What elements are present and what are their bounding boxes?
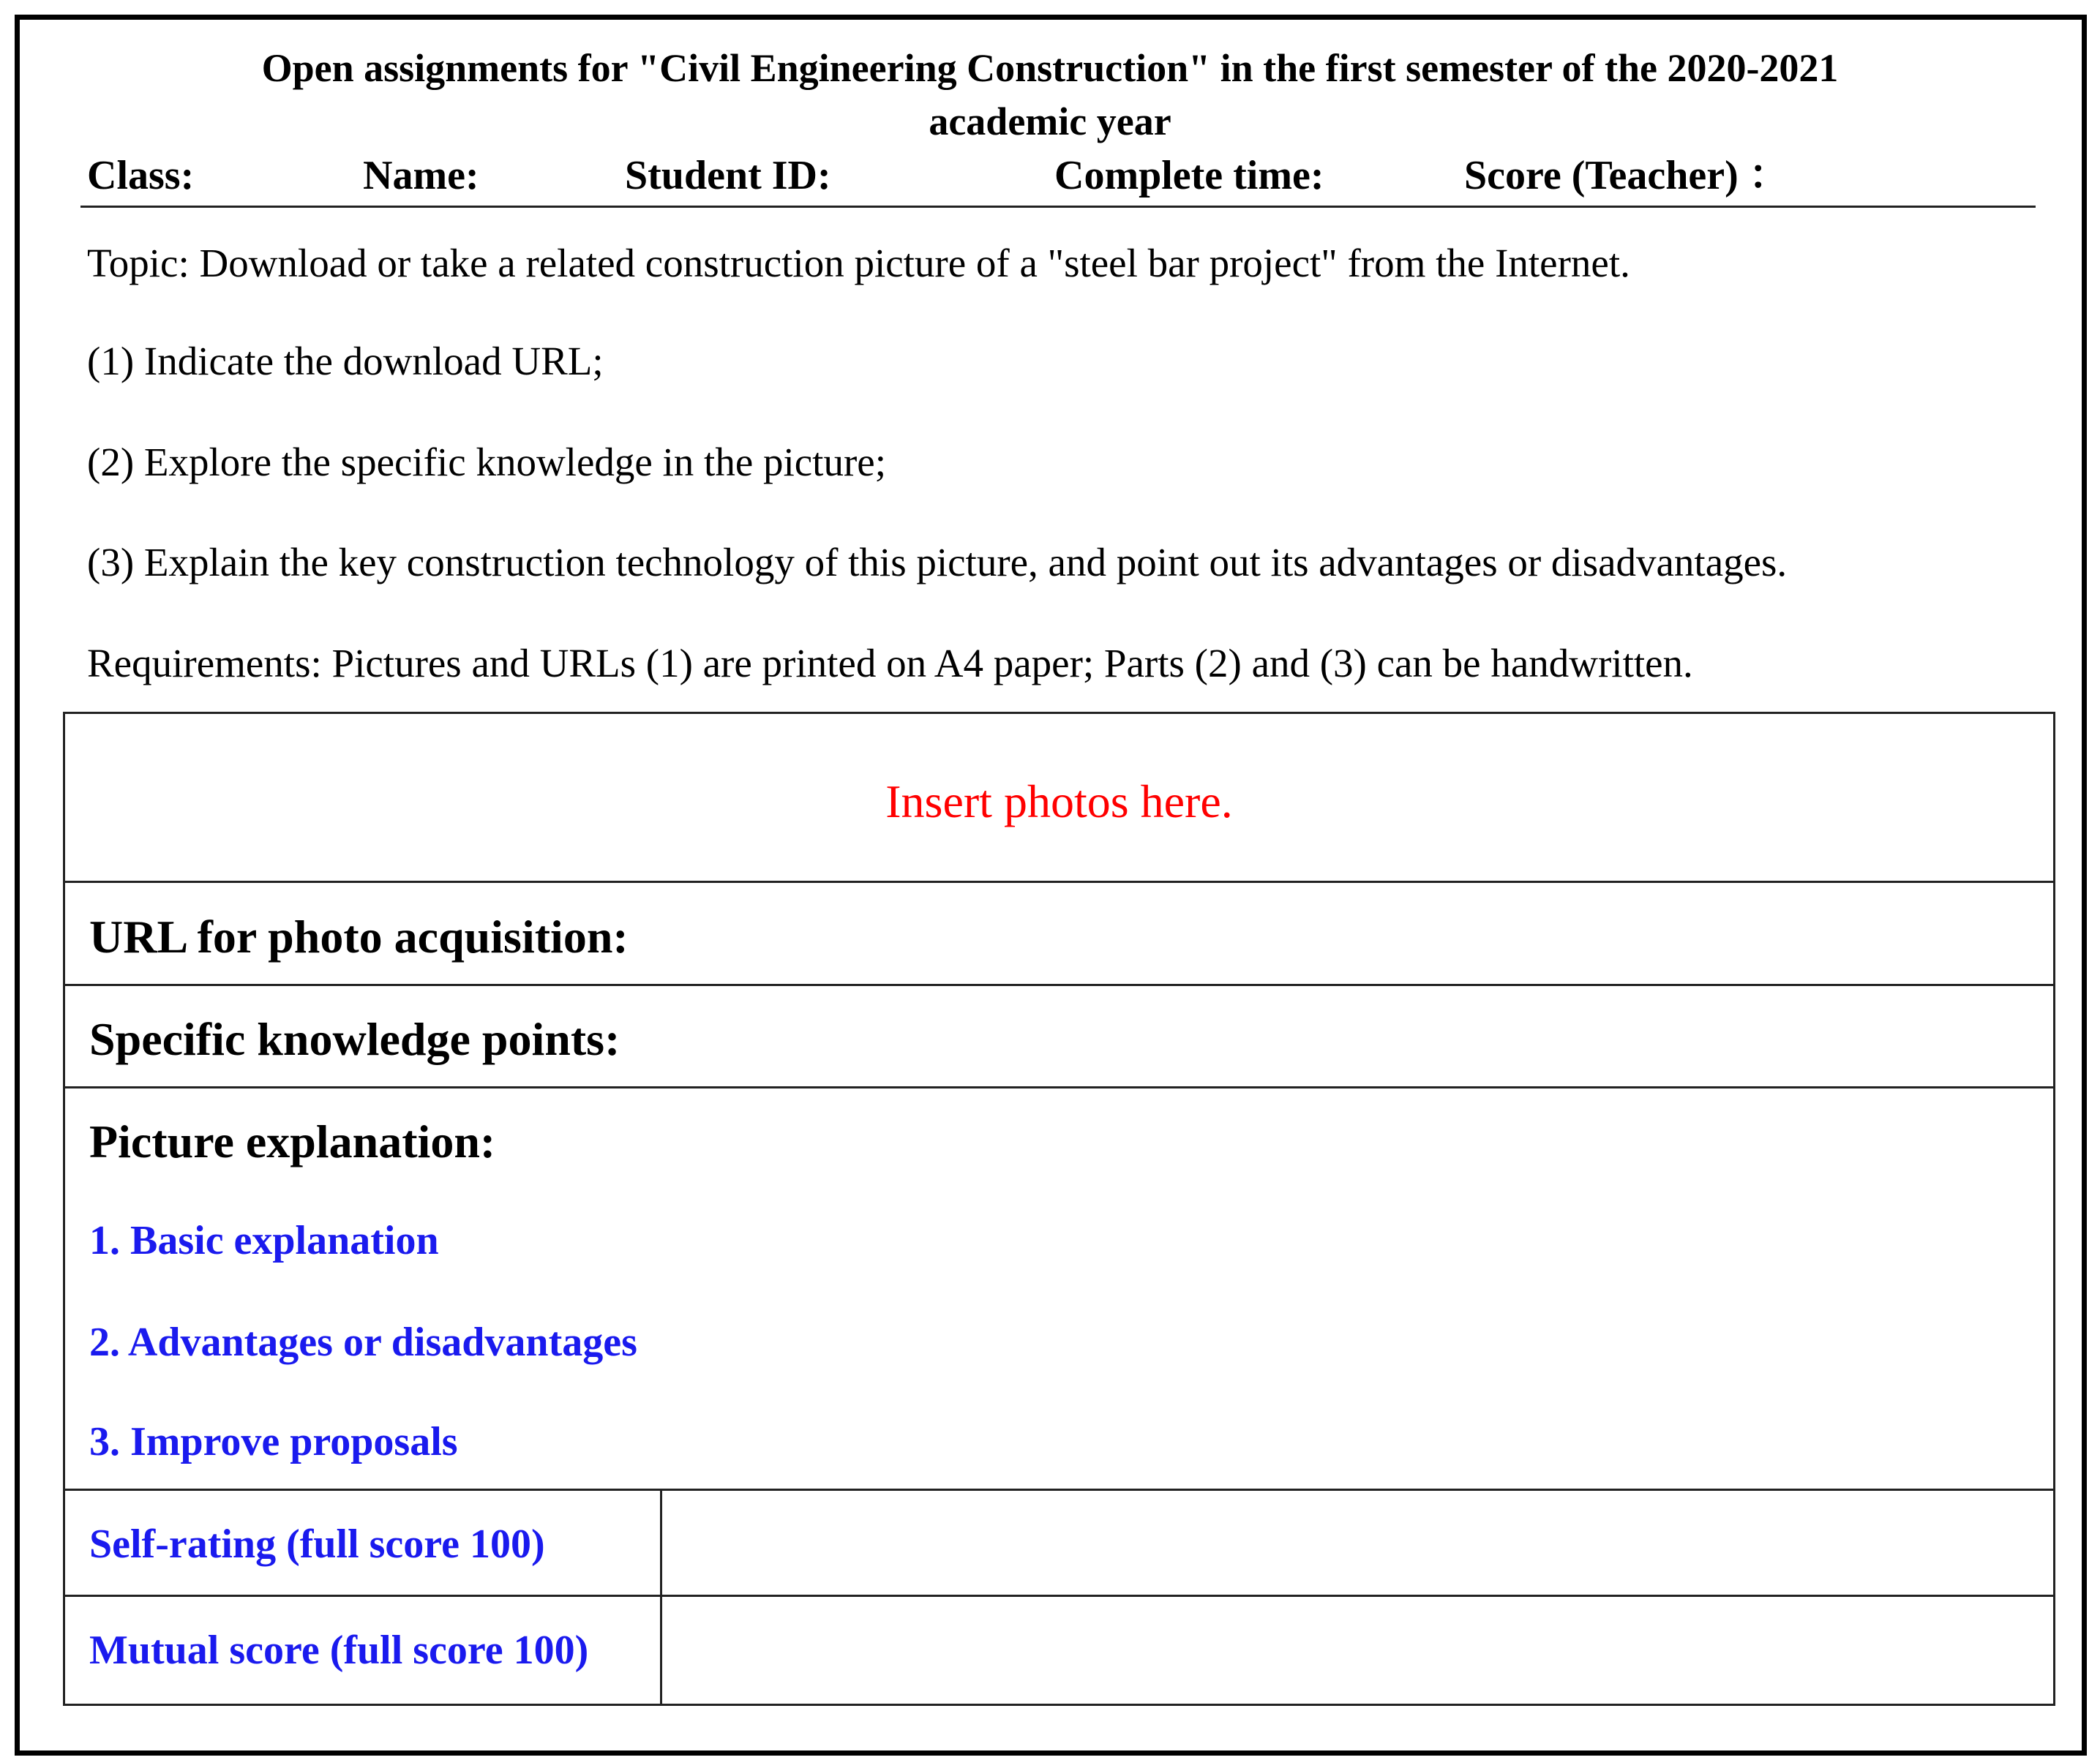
self-rating-label: Self-rating (full score 100) [89,1522,545,1567]
header-rule [80,206,2036,208]
explanation-item-3: 3. Improve proposals [89,1419,458,1464]
name-field-label: Name: [363,153,479,198]
explanation-item-1: 1. Basic explanation [89,1218,439,1263]
class-field-label: Class: [87,153,195,198]
task-item-2: (2) Explore the specific knowledge in the picture; [87,440,886,484]
title-line-1: Open assignments for "Civil Engineering Construction" in the first semester of the 2020-2021 [261,46,1839,90]
column-divider [660,1489,662,1704]
photo-placeholder[interactable]: Insert photos here. [885,775,1233,827]
row-divider [65,881,2053,883]
teacher-score-field-label: Score (Teacher) ： [1464,153,1790,198]
student-id-field-label: Student ID: [625,153,831,198]
knowledge-label: Specific knowledge points: [89,1013,620,1065]
topic-text: Topic: Download or take a related construction picture of a "steel bar project" from the Internet. [87,241,1630,285]
row-divider [65,1595,2053,1597]
explanation-item-2: 2. Advantages or disadvantages [89,1320,637,1365]
complete-time-field-label: Complete time: [1054,153,1324,198]
requirements-text: Requirements: Pictures and URLs (1) are printed on A4 paper; Parts (2) and (3) can be handwritten. [87,641,1693,685]
mutual-score-label: Mutual score (full score 100) [89,1628,589,1673]
row-divider [65,1086,2053,1088]
url-label: URL for photo acquisition: [89,911,629,963]
task-item-1: (1) Indicate the download URL; [87,339,604,383]
explanation-label: Picture explanation: [89,1116,496,1167]
task-item-3: (3) Explain the key construction technology of this picture, and point out its advantages or disadvantages. [87,540,1788,584]
title-line-2: academic year [929,99,1171,143]
row-divider [65,984,2053,986]
row-divider [65,1489,2053,1491]
assignment-table [63,712,2055,1706]
